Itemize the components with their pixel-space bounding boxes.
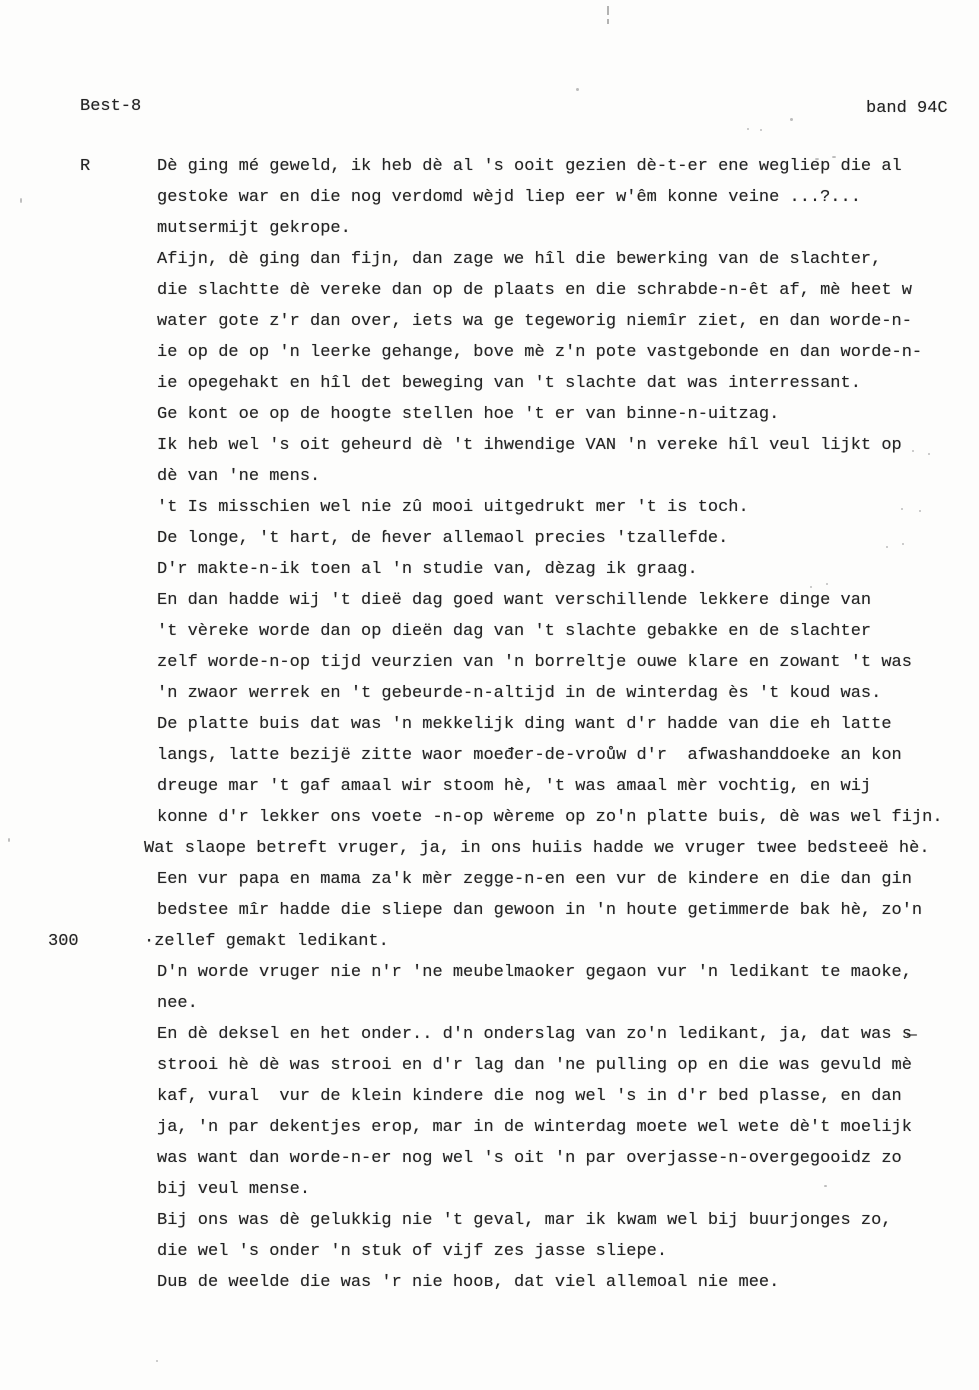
transcript-line-text: mutsermijt gekrope. [157,219,351,238]
transcript-line [0,932,979,963]
scan-speck [886,546,888,548]
transcript-line-text: die wel 's onder 'n stuk of vijf zes jasse sliepe. [157,1242,668,1261]
scan-speck [902,543,904,545]
transcript-line-text: langs, latte bezijë zitte waor moeđer-de-vroůw d'r afwashanddoeke an kon [157,746,902,765]
transcript-line [0,312,979,343]
transcript-line [0,839,979,870]
scan-speck [826,583,828,585]
transcript-line-text: Een vur papa en mama za'k mèr zegge-n-en een vur de kindere en die dan gin [157,870,912,889]
transcript-line [0,622,979,653]
transcript-line-text: kaf, vural vur de klein kindere die nog wel 's in d'r bed plasse, en dan [157,1087,902,1106]
scan-speck [815,158,819,160]
transcript-line [0,374,979,405]
transcript-line [0,1118,979,1149]
transcript-line-text: En dan hadde wij 't dieë dag goed want verschillende lekkere dinge van [157,591,872,610]
transcript-line-text: D'n worde vruger nie n'r 'ne meubelmaoker gegaon vur 'n ledikant te maoke, [157,963,912,982]
transcript-line [0,808,979,839]
transcript-line [0,281,979,312]
scan-speck [156,1360,158,1362]
scan-speck [760,129,762,131]
scan-speck [901,508,903,510]
transcript-line [0,343,979,374]
transcript-line-text: was want dan worde-n-er nog wel 's oit 'n par overjasse-n-overgegooidz zo [157,1149,902,1168]
transcript-line-text: bij veul mense. [157,1180,311,1199]
scan-mark [607,6,609,15]
transcript-line-text: die slachtte dè vereke dan op de plaats en die schrabde-n-êt af, mè heet w [157,281,912,300]
transcript-line [0,746,979,777]
transcript-line [0,498,979,529]
transcript-line-text: ie opegehakt en hîl det beweging van 't slachte dat was interressant. [157,374,861,393]
transcript-line-text: Ge kont oe op de hoogte stellen hoe 't er van binne-n-uitzag. [157,405,780,424]
scan-speck [747,128,749,130]
scan-mark [607,19,609,24]
transcript-line-text: nee. [157,994,198,1013]
transcript-line-text: 'n zwaor werrek en 't gebeurde-n-altijd in de winterdag ès 't koud was. [157,684,882,703]
transcript-line [0,250,979,281]
scan-speck [790,118,793,121]
transcript-line [0,963,979,994]
transcript-line [0,157,979,188]
transcript-line-text: konne d'r lekker ons voete -n-op wèreme op zo'n platte buis, dè was wel fijn. [157,808,943,827]
transcript-line-text: Duʙ de weelde die was 'r nie hooʙ, dat viel allemoal nie mee. [157,1273,780,1292]
transcript-line [0,1056,979,1087]
scan-speck [8,838,10,842]
transcript-line-text: Dè ging mé geweld, ik heb dè al 's ooit gezien dè-t-er ene wegliep die al [157,157,902,176]
transcript-line [0,188,979,219]
transcript-line-text: zelf worde-n-op tijd veurzien van 'n borreltje ouwe klare en zowant 't was [157,653,912,672]
scan-speck [832,156,836,158]
band-label: band 94C [866,99,948,118]
transcript-line [0,219,979,250]
scan-speck [824,1185,827,1187]
scan-speck [912,450,914,452]
transcript-line [0,1149,979,1180]
transcript-line-text: gestoke war en die nog verdomd wèjd liep eer w'êm konne veine ...?... [157,188,861,207]
line-number-label: 300 [48,932,79,951]
transcript-line [0,1087,979,1118]
transcript-line [0,870,979,901]
transcript-line [0,436,979,467]
transcript-line-text: ja, 'n par dekentjes erop, mar in de winterdag moete wel wete dè't moelijk [157,1118,912,1137]
transcript-line-text: Wat slaope betreft vruger, ja, in ons huiis hadde we vruger twee bedsteeë hè. [144,839,930,858]
transcript-line [0,715,979,746]
transcript-line-text: De longe, 't hart, de ɦever allemaol precies 'tzallefde. [157,529,729,548]
transcript-lines [0,157,979,1304]
transcript-line-text: Afijn, dè ging dan fijn, dan zage we hîl die bewerking van de slachter, [157,250,882,269]
transcript-line [0,777,979,808]
scan-speck [928,453,930,455]
transcript-line-text: water gote z'r dan over, iets wa ge tegeworig niemîr ziet, en dan worde-n- [157,312,912,331]
transcript-line-text: bedstee mîr hadde die sliepe dan gewoon in 'n houte getimmerde bak hè, zo'n [157,901,923,920]
scan-speck [810,586,812,588]
transcript-line-text: dè van 'ne mens. [157,467,321,486]
transcript-line [0,901,979,932]
scan-speck [576,88,579,91]
transcript-line [0,1025,979,1056]
scan-speck [20,198,22,203]
transcript-line-text: strooi hè dè was strooi en d'r lag dan 'ne pulling op en die was gevuld mè [157,1056,912,1075]
transcript-line [0,1211,979,1242]
transcript-line [0,467,979,498]
transcript-line [0,1273,979,1304]
transcript-line-text: En dè deksel en het onder.. d'n onderslag van zo'n ledikant, ja, dat was s̶ [157,1025,912,1044]
transcript-line-text: dreuge mar 't gaf amaal wir stoom hè, 't was amaal mèr vochtig, en wij [157,777,872,796]
transcript-line-text: ie op de op 'n leerke gehange, bove mè z'n pote vastgebonde en dan worde-n- [157,343,923,362]
transcript-line-text: Ik heb wel 's oit geheurd dè 't ihwendige VAN 'n vereke hîl veul lijkt op [157,436,902,455]
transcript-line-text: 't Is misschien wel nie zû mooi uitgedrukt mer 't is toch. [157,498,749,517]
transcript-line-text: De platte buis dat was 'n mekkelijk ding want d'r hadde van die eh latte [157,715,892,734]
transcript-line [0,405,979,436]
transcript-line [0,653,979,684]
transcript-line [0,994,979,1025]
transcript-line [0,591,979,622]
transcript-line [0,1242,979,1273]
scan-speck [919,510,921,512]
transcript-line-text: ·zellef gemakt ledikant. [144,932,389,951]
transcript-line [0,560,979,591]
speaker-label: R [80,157,91,176]
transcript-line-text: Bij ons was dè gelukkig nie 't geval, mar ik kwam wel bij buurjonges zo, [157,1211,892,1230]
transcript-line-text: 't vèreke worde dan op dieën dag van 't slachte gebakke en de slachter [157,622,872,641]
transcript-line [0,529,979,560]
page-id-label: Best-8 [80,97,142,116]
transcript-line [0,684,979,715]
transcript-line [0,1180,979,1211]
transcript-line-text: D'r makte-n-ik toen al 'n studie van, dèzag ik graag. [157,560,698,579]
